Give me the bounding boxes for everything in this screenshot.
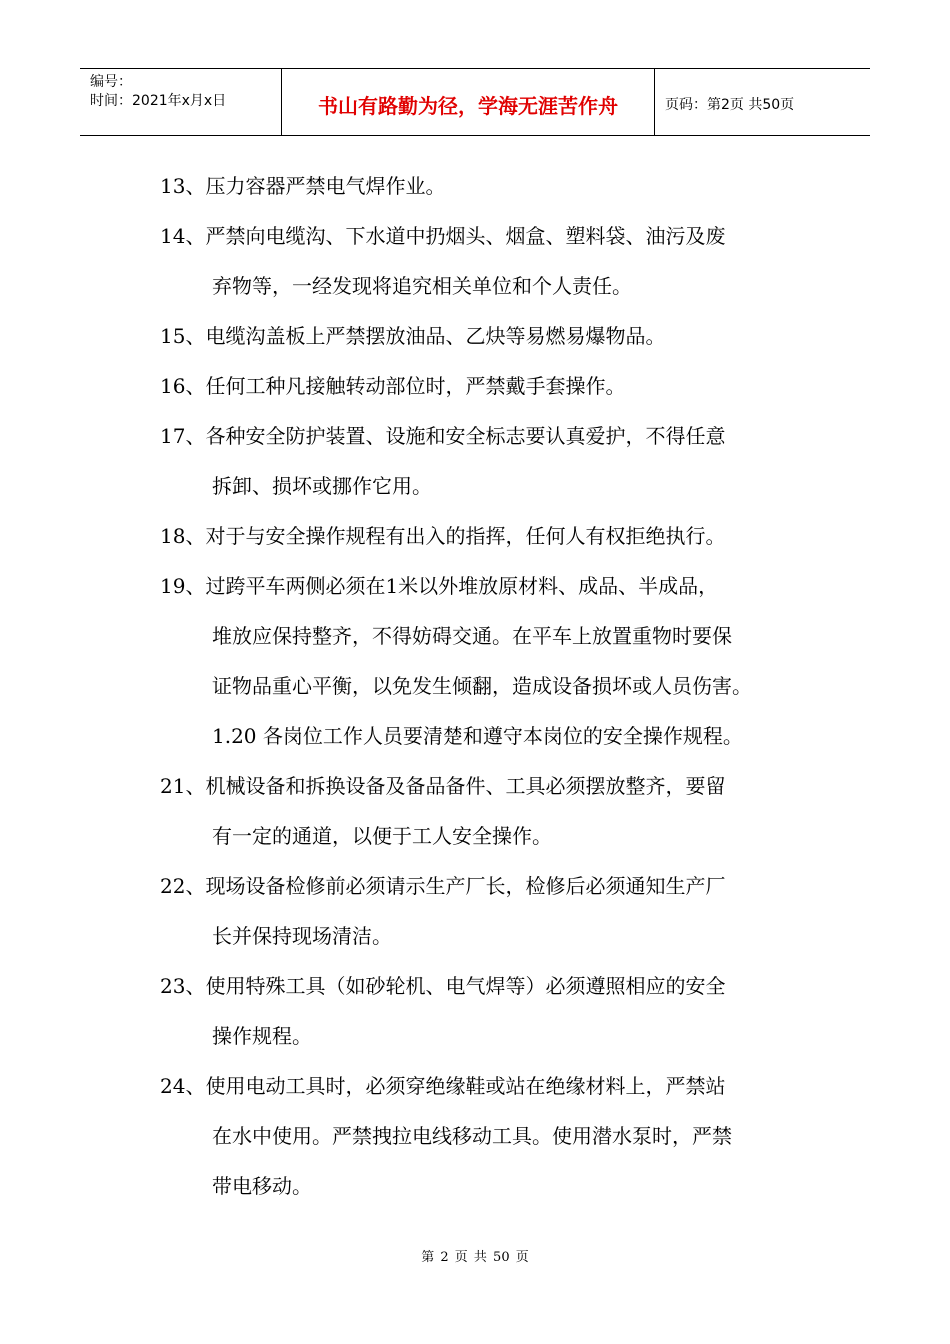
rule-1-20: 1.20 各岗位工作人员要清楚和遵守本岗位的安全操作规程。 (212, 724, 743, 748)
rule-22: 22、现场设备检修前必须请示生产厂长，检修后必须通知生产厂 (160, 874, 726, 898)
rule-19-continued-1: 堆放应保持整齐，不得妨碍交通。在平车上放置重物时要保 (212, 624, 732, 648)
rule-21-continued: 有一定的通道，以便于工人安全操作。 (212, 824, 552, 848)
rule-23-continued: 操作规程。 (212, 1024, 312, 1048)
header-meta (80, 69, 282, 135)
rule-22-continued: 长并保持现场清洁。 (212, 924, 392, 948)
rule-21: 21、机械设备和拆换设备及备品备件、工具必须摆放整齐，要留 (160, 774, 726, 798)
document-body (160, 166, 860, 1216)
rule-18: 18、对于与安全操作规程有出入的指挥，任何人有权拒绝执行。 (160, 524, 726, 548)
time-label: 时间：2021年x月x日 (90, 93, 227, 109)
rule-13: 13、压力容器严禁电气焊作业。 (160, 174, 446, 198)
page-footer: 第 2 页 共 50 页 (421, 1250, 529, 1265)
rule-23: 23、使用特殊工具（如砂轮机、电气焊等）必须遵照相应的安全 (160, 974, 726, 998)
rule-14-continued: 弃物等，一经发现将追究相关单位和个人责任。 (212, 274, 632, 298)
rule-14: 14、严禁向电缆沟、下水道中扔烟头、烟盒、塑料袋、油污及废 (160, 224, 726, 248)
rule-24-continued-2: 带电移动。 (212, 1174, 312, 1198)
rule-17: 17、各种安全防护装置、设施和安全标志要认真爱护，不得任意 (160, 424, 726, 448)
rule-17-continued: 拆卸、损坏或挪作它用。 (212, 474, 432, 498)
rule-24: 24、使用电动工具时，必须穿绝缘鞋或站在绝缘材料上，严禁站 (160, 1074, 726, 1098)
rule-19-continued-2: 证物品重心平衡，以免发生倾翻，造成设备损坏或人员伤害。 (212, 674, 752, 698)
header-motto: 书山有路勤为径，学海无涯苦作舟 (282, 69, 655, 135)
rule-24-continued-1: 在水中使用。严禁拽拉电线移动工具。使用潜水泵时，严禁 (212, 1124, 732, 1148)
rule-16: 16、任何工种凡接触转动部位时，严禁戴手套操作。 (160, 374, 626, 398)
number-label: 编号： (90, 74, 132, 90)
rule-19: 19、过跨平车两侧必须在1米以外堆放原材料、成品、半成品， (160, 574, 719, 598)
rule-15: 15、电缆沟盖板上严禁摆放油品、乙炔等易燃易爆物品。 (160, 324, 666, 348)
document-header (80, 68, 870, 136)
header-page-info: 页码：第2页 共50页 (665, 97, 795, 113)
